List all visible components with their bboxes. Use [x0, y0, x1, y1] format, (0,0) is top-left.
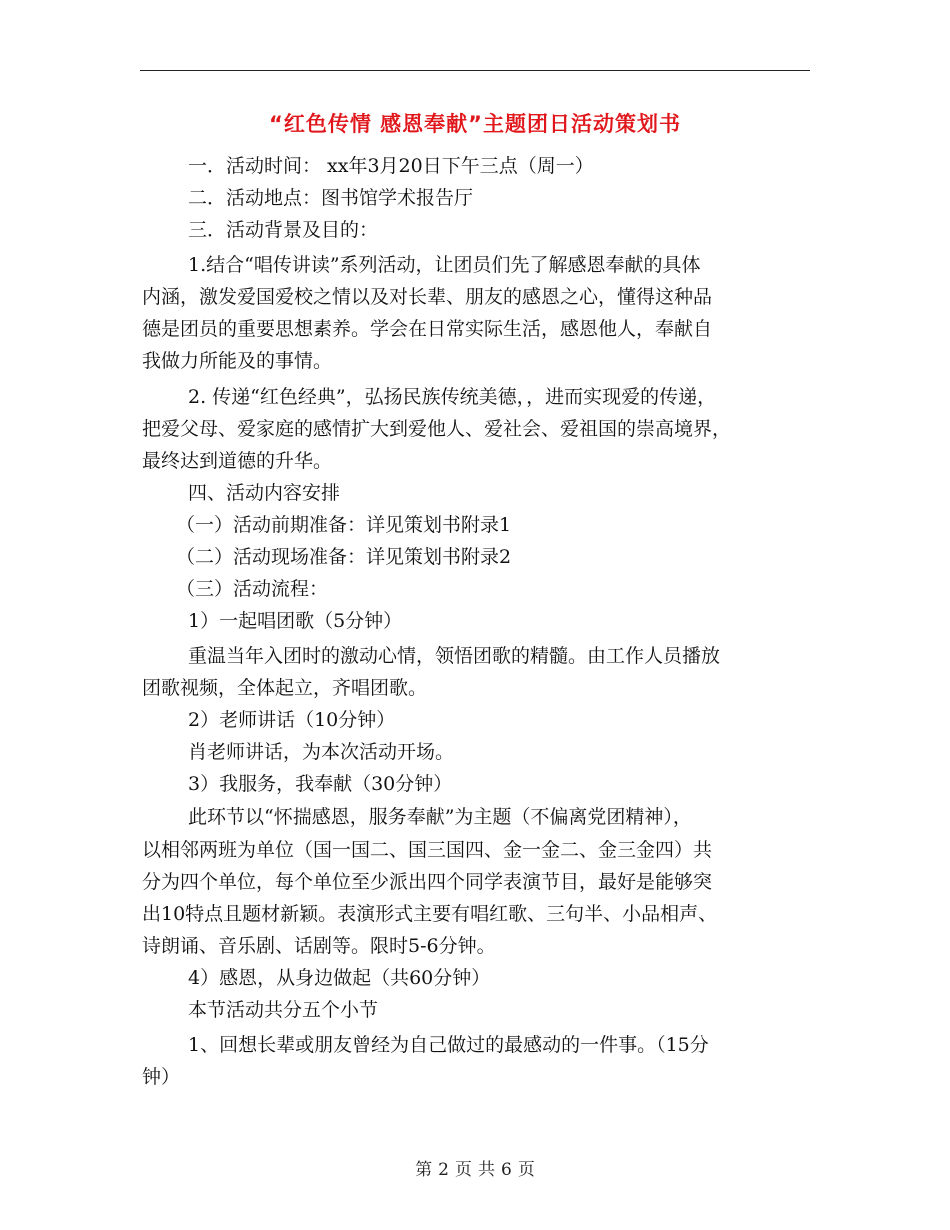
text-line: （二）活动现场准备：详见策划书附录2 [176, 546, 512, 568]
text-line: 内涵，激发爱国爱校之情以及对长辈、朋友的感恩之心，懂得这种品 [142, 286, 713, 308]
text-line: 分为四个单位，每个单位至少派出四个同学表演节目，最好是能够突 [142, 871, 713, 893]
section-heading: 四、活动内容安排 [188, 482, 341, 504]
text-line: 4）感恩，从身边做起（共60分钟） [188, 967, 491, 989]
text-line: 以相邻两班为单位（国一国二、国三国四、金一金二、金三金四）共 [142, 839, 713, 861]
footer-suffix: 页 [517, 1160, 535, 1180]
text-line: 2）老师讲话（10分钟） [188, 709, 396, 731]
text-line: 1、回想长辈或朋友曾经为自己做过的最感动的一件事。（15分 [188, 1034, 709, 1056]
text-line: 二．活动地点：图书馆学术报告厅 [188, 187, 474, 209]
text-line: 2. 传递“红色经典”，弘扬民族传统美德，，进而实现爱的传递， [188, 386, 717, 408]
text-line: （一）活动前期准备：详见策划书附录1 [176, 514, 512, 536]
page-footer [0, 1155, 950, 1180]
footer-page-word: 页 [455, 1160, 472, 1180]
footer-total-word: 共 [478, 1160, 495, 1180]
text-line: 肖老师讲话，为本次活动开场。 [188, 741, 455, 763]
current-page-number: 2 [438, 1160, 449, 1180]
header-rule [140, 70, 810, 71]
text-line: 最终达到道德的升华。 [142, 450, 333, 472]
text-line: 此环节以“怀揣感恩，服务奉献”为主题（不偏离党团精神）， [188, 806, 692, 828]
document-title: “红色传情 感恩奉献”主题团日活动策划书 [269, 112, 681, 136]
total-pages-number: 6 [501, 1160, 512, 1180]
text-line: （三）活动流程： [176, 578, 329, 600]
text-line: 把爱父母、爱家庭的感情扩大到爱他人、爱社会、爱祖国的崇高境界， [142, 418, 732, 440]
text-line: 诗朗诵、音乐剧、话剧等。限时5-6分钟。 [142, 935, 496, 957]
text-line: 钟） [142, 1066, 181, 1088]
text-line: 团歌视频，全体起立，齐唱团歌。 [142, 677, 428, 699]
text-line: 德是团员的重要思想素养。学会在日常实际生活，感恩他人，奉献自 [142, 318, 713, 340]
footer-prefix: 第 [415, 1160, 433, 1180]
text-line: 我做力所能及的事情。 [142, 350, 333, 372]
text-line: 出10特点且题材新颖。表演形式主要有唱红歌、三句半、小品相声、 [142, 903, 718, 925]
text-line: 三．活动背景及目的： [188, 219, 379, 241]
text-line: 1.结合“唱传讲读”系列活动，让团员们先了解感恩奉献的具体 [188, 254, 701, 276]
text-line: 3）我服务，我奉献（30分钟） [188, 773, 453, 795]
text-line: 本节活动共分五个小节 [188, 999, 379, 1021]
text-line: 重温当年入团时的激动心情，领悟团歌的精髓。由工作人员播放 [188, 645, 721, 667]
text-line: 1）一起唱团歌（5分钟） [188, 610, 403, 632]
text-line: 一．活动时间： xx年3月20日下午三点（周一） [188, 155, 594, 177]
